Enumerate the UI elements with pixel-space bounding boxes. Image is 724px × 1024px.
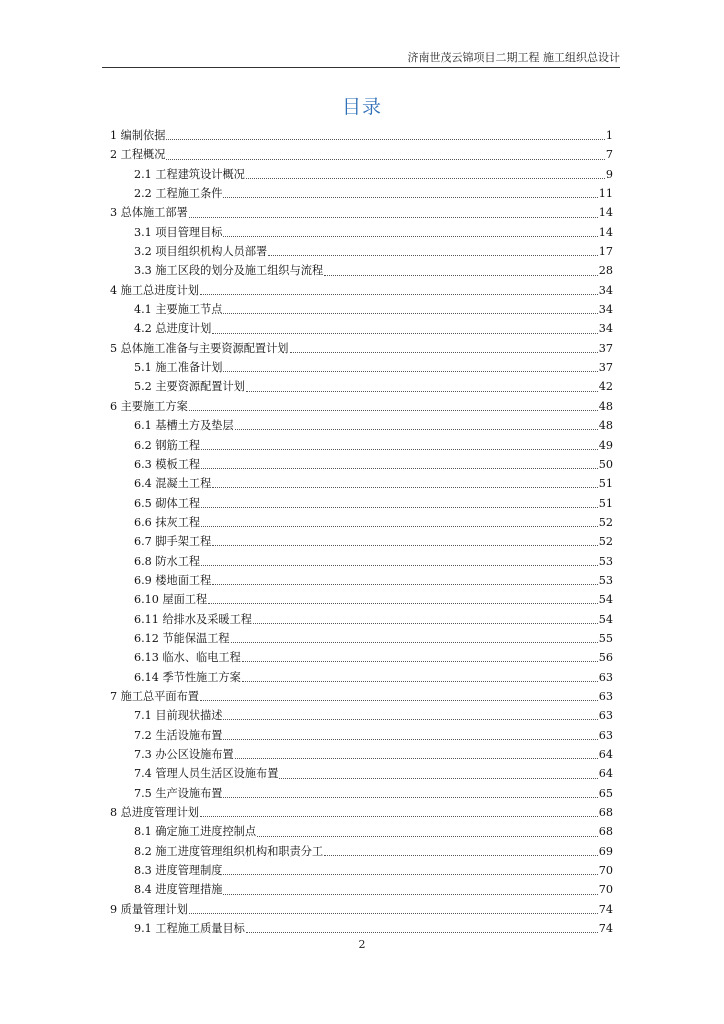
toc-entry-page: 37: [598, 361, 613, 375]
toc-entry-page: 48: [598, 399, 613, 413]
toc-entry-title: 6.5 砌体工程: [134, 496, 201, 510]
toc-entry-page: 70: [598, 883, 613, 897]
toc-entry-title: 8 总进度管理计划: [110, 806, 199, 820]
toc-leader-dots: [208, 593, 598, 604]
toc-entry[interactable]: [110, 319, 613, 338]
toc-entry-page: 54: [598, 612, 613, 626]
toc-leader-dots: [212, 323, 597, 334]
toc-leader-dots: [223, 884, 597, 895]
toc-entry-page: 51: [598, 496, 613, 510]
toc-entry[interactable]: [110, 552, 613, 571]
toc-entry[interactable]: [110, 687, 613, 706]
toc-entry-page: 52: [598, 515, 613, 529]
toc-leader-dots: [166, 129, 604, 140]
toc-entry-page: 63: [598, 728, 613, 742]
toc-leader-dots: [242, 651, 598, 662]
header-rule: [102, 67, 620, 68]
toc-entry-title: 3.1 项目管理目标: [134, 225, 223, 239]
toc-entry-title: 2 工程概况: [110, 148, 166, 162]
toc-entry-title: 6.6 抹灰工程: [134, 515, 201, 529]
toc-leader-dots: [201, 555, 598, 566]
toc-leader-dots: [201, 439, 598, 450]
toc-leader-dots: [212, 535, 597, 546]
toc-entry-page: 37: [598, 341, 613, 355]
toc-entry-page: 14: [598, 225, 613, 239]
toc-leader-dots: [324, 265, 598, 276]
toc-entry-title: 6.9 楼地面工程: [134, 573, 212, 587]
running-header: 济南世茂云锦项目二期工程 施工组织总设计: [407, 51, 620, 64]
toc-entry-title: 6.1 基槽土方及垫层: [134, 419, 234, 433]
toc-entry-page: 7: [605, 148, 613, 162]
toc-entry-page: 65: [598, 786, 613, 800]
toc-entry-title: 1 编制依据: [110, 129, 166, 142]
toc-entry-title: 7.1 目前现状描述: [134, 709, 223, 723]
toc-leader-dots: [235, 419, 598, 430]
toc-entry-page: 48: [598, 419, 613, 433]
toc-entry-title: 9.1 工程施工质量目标: [134, 922, 245, 936]
toc-entry-page: 55: [598, 631, 613, 645]
toc-entry-title: 9 质量管理计划: [110, 902, 188, 916]
toc-entry[interactable]: [110, 474, 613, 493]
toc-entry[interactable]: [110, 455, 613, 474]
toc-entry-title: 6.2 钢筋工程: [134, 438, 201, 452]
toc-entry-title: 4 施工总进度计划: [110, 283, 199, 297]
toc-entry-page: 54: [598, 593, 613, 607]
toc-entry-title: 6 主要施工方案: [110, 399, 188, 413]
toc-leader-dots: [223, 303, 597, 314]
toc-entry-page: 64: [598, 748, 613, 761]
table-of-contents: [110, 126, 613, 938]
toc-entry-page: 74: [598, 902, 613, 916]
toc-leader-dots: [223, 709, 597, 720]
toc-entry[interactable]: [110, 242, 613, 261]
toc-leader-dots: [257, 826, 598, 837]
toc-entry[interactable]: [110, 629, 613, 648]
toc-entry-title: 6.4 混凝土工程: [134, 477, 212, 491]
toc-leader-dots: [201, 458, 598, 469]
toc-entry-title: 6.10 屋面工程: [134, 593, 208, 607]
toc-leader-dots: [253, 613, 598, 624]
toc-leader-dots: [201, 516, 598, 527]
toc-entry[interactable]: [110, 900, 613, 919]
toc-entry[interactable]: [110, 610, 613, 629]
toc-leader-dots: [189, 903, 598, 914]
toc-entry[interactable]: [110, 571, 613, 590]
toc-entry-title: 3 总体施工部署: [110, 206, 188, 220]
toc-entry[interactable]: [110, 261, 613, 280]
toc-entry-title: 2.2 工程施工条件: [134, 187, 223, 201]
toc-title: 目录: [341, 96, 382, 118]
toc-entry[interactable]: [110, 126, 613, 145]
toc-entry[interactable]: [110, 494, 613, 513]
toc-entry-page: 63: [598, 670, 613, 684]
toc-entry-title: 4.1 主要施工节点: [134, 303, 223, 317]
toc-entry-page: 70: [598, 864, 613, 878]
toc-entry[interactable]: [110, 513, 613, 532]
toc-entry-title: 4.2 总进度计划: [134, 322, 212, 336]
toc-entry-title: 8.1 确定施工进度控制点: [134, 825, 257, 839]
toc-leader-dots: [166, 149, 604, 160]
toc-entry-title: 7.4 管理人员生活区设施布置: [134, 767, 279, 781]
toc-entry[interactable]: [110, 842, 613, 861]
toc-entry-title: 6.7 脚手架工程: [134, 535, 212, 549]
toc-entry[interactable]: [110, 436, 613, 455]
toc-entry[interactable]: [110, 203, 613, 222]
toc-leader-dots: [201, 497, 598, 508]
toc-entry-page: 63: [598, 689, 613, 703]
toc-leader-dots: [246, 168, 605, 179]
toc-leader-dots: [223, 864, 597, 875]
toc-entry[interactable]: [110, 861, 613, 880]
toc-leader-dots: [242, 671, 598, 682]
toc-leader-dots: [223, 787, 597, 798]
toc-entry-title: 8.4 进度管理措施: [134, 883, 223, 897]
toc-entry-page: 42: [598, 380, 613, 394]
toc-leader-dots: [189, 400, 598, 411]
toc-entry-title: 2.1 工程建筑设计概况: [134, 167, 245, 181]
toc-leader-dots: [223, 729, 597, 740]
toc-leader-dots: [324, 845, 598, 856]
toc-entry[interactable]: [110, 397, 613, 416]
toc-leader-dots: [200, 690, 598, 701]
toc-entry[interactable]: [110, 358, 613, 377]
toc-entry-page: 49: [598, 438, 613, 452]
toc-entry[interactable]: [110, 764, 613, 783]
toc-entry-title: 3.3 施工区段的划分及施工组织与流程: [134, 264, 324, 278]
toc-entry-title: 6.3 模板工程: [134, 457, 201, 471]
toc-entry-page: 9: [605, 167, 613, 181]
toc-leader-dots: [290, 342, 598, 353]
toc-entry-page: 11: [598, 187, 613, 201]
toc-entry-title: 6.12 节能保温工程: [134, 631, 230, 645]
toc-leader-dots: [200, 284, 598, 295]
toc-entry[interactable]: [110, 784, 613, 803]
toc-entry[interactable]: [110, 377, 613, 396]
toc-entry-title: 5 总体施工准备与主要资源配置计划: [110, 341, 289, 355]
toc-leader-dots: [231, 632, 598, 643]
toc-entry[interactable]: [110, 165, 613, 184]
toc-entry[interactable]: [110, 648, 613, 667]
toc-entry-page: 50: [598, 457, 613, 471]
toc-leader-dots: [268, 245, 598, 256]
toc-entry-page: 56: [598, 651, 613, 665]
toc-entry[interactable]: [110, 532, 613, 551]
page-number: 2: [358, 938, 366, 951]
toc-entry-page: 14: [598, 206, 613, 220]
toc-entry-title: 6.11 给排水及采暖工程: [134, 612, 252, 626]
toc-entry-page: 69: [598, 844, 613, 858]
toc-leader-dots: [246, 381, 598, 392]
toc-entry[interactable]: [110, 726, 613, 745]
toc-entry-page: 53: [598, 554, 613, 568]
toc-entry-page: 52: [598, 535, 613, 549]
toc-entry-page: 34: [598, 283, 613, 297]
toc-entry-title: 5.2 主要资源配置计划: [134, 380, 245, 394]
toc-entry[interactable]: [110, 416, 613, 435]
toc-entry-title: 6.14 季节性施工方案: [134, 670, 241, 684]
toc-entry-page: 34: [598, 303, 613, 317]
toc-entry-page: 34: [598, 322, 613, 336]
toc-entry-page: 68: [598, 825, 613, 839]
toc-entry[interactable]: [110, 803, 613, 822]
toc-entry[interactable]: [110, 281, 613, 300]
toc-entry[interactable]: [110, 822, 613, 841]
toc-entry-title: 6.13 临水、临电工程: [134, 651, 241, 665]
toc-entry[interactable]: [110, 590, 613, 609]
toc-entry[interactable]: [110, 880, 613, 899]
toc-entry-title: 7 施工总平面布置: [110, 689, 199, 703]
toc-entry[interactable]: [110, 706, 613, 725]
toc-entry[interactable]: [110, 223, 613, 242]
toc-entry-title: 7.3 办公区设施布置: [134, 748, 234, 761]
toc-leader-dots: [279, 768, 597, 779]
toc-entry[interactable]: [110, 184, 613, 203]
toc-entry-page: 63: [598, 709, 613, 723]
toc-leader-dots: [189, 207, 598, 218]
toc-leader-dots: [246, 922, 598, 933]
toc-entry[interactable]: [110, 145, 613, 164]
toc-entry-title: 7.5 生产设施布置: [134, 786, 223, 800]
toc-entry[interactable]: [110, 668, 613, 687]
toc-leader-dots: [200, 806, 598, 817]
toc-entry-page: 53: [598, 573, 613, 587]
toc-entry-page: 28: [598, 264, 613, 278]
toc-entry-title: 7.2 生活设施布置: [134, 728, 223, 742]
toc-entry[interactable]: [110, 300, 613, 319]
toc-entry[interactable]: [110, 339, 613, 358]
toc-entry-page: 1: [605, 129, 613, 142]
toc-entry-title: 8.3 进度管理制度: [134, 864, 223, 878]
toc-entry-page: 51: [598, 477, 613, 491]
toc-entry-title: 8.2 施工进度管理组织机构和职责分工: [134, 844, 324, 858]
toc-leader-dots: [223, 187, 597, 198]
toc-entry[interactable]: [110, 919, 613, 938]
toc-leader-dots: [212, 477, 597, 488]
toc-entry-title: 5.1 施工准备计划: [134, 361, 223, 375]
toc-entry[interactable]: [110, 745, 613, 764]
toc-leader-dots: [223, 226, 597, 237]
toc-leader-dots: [235, 748, 598, 759]
toc-entry-page: 74: [598, 922, 613, 936]
toc-entry-page: 64: [598, 767, 613, 781]
toc-leader-dots: [212, 574, 597, 585]
toc-entry-page: 68: [598, 806, 613, 820]
toc-leader-dots: [223, 361, 597, 372]
toc-entry-title: 3.2 项目组织机构人员部署: [134, 245, 268, 259]
toc-entry-title: 6.8 防水工程: [134, 554, 201, 568]
toc-entry-page: 17: [598, 245, 613, 259]
